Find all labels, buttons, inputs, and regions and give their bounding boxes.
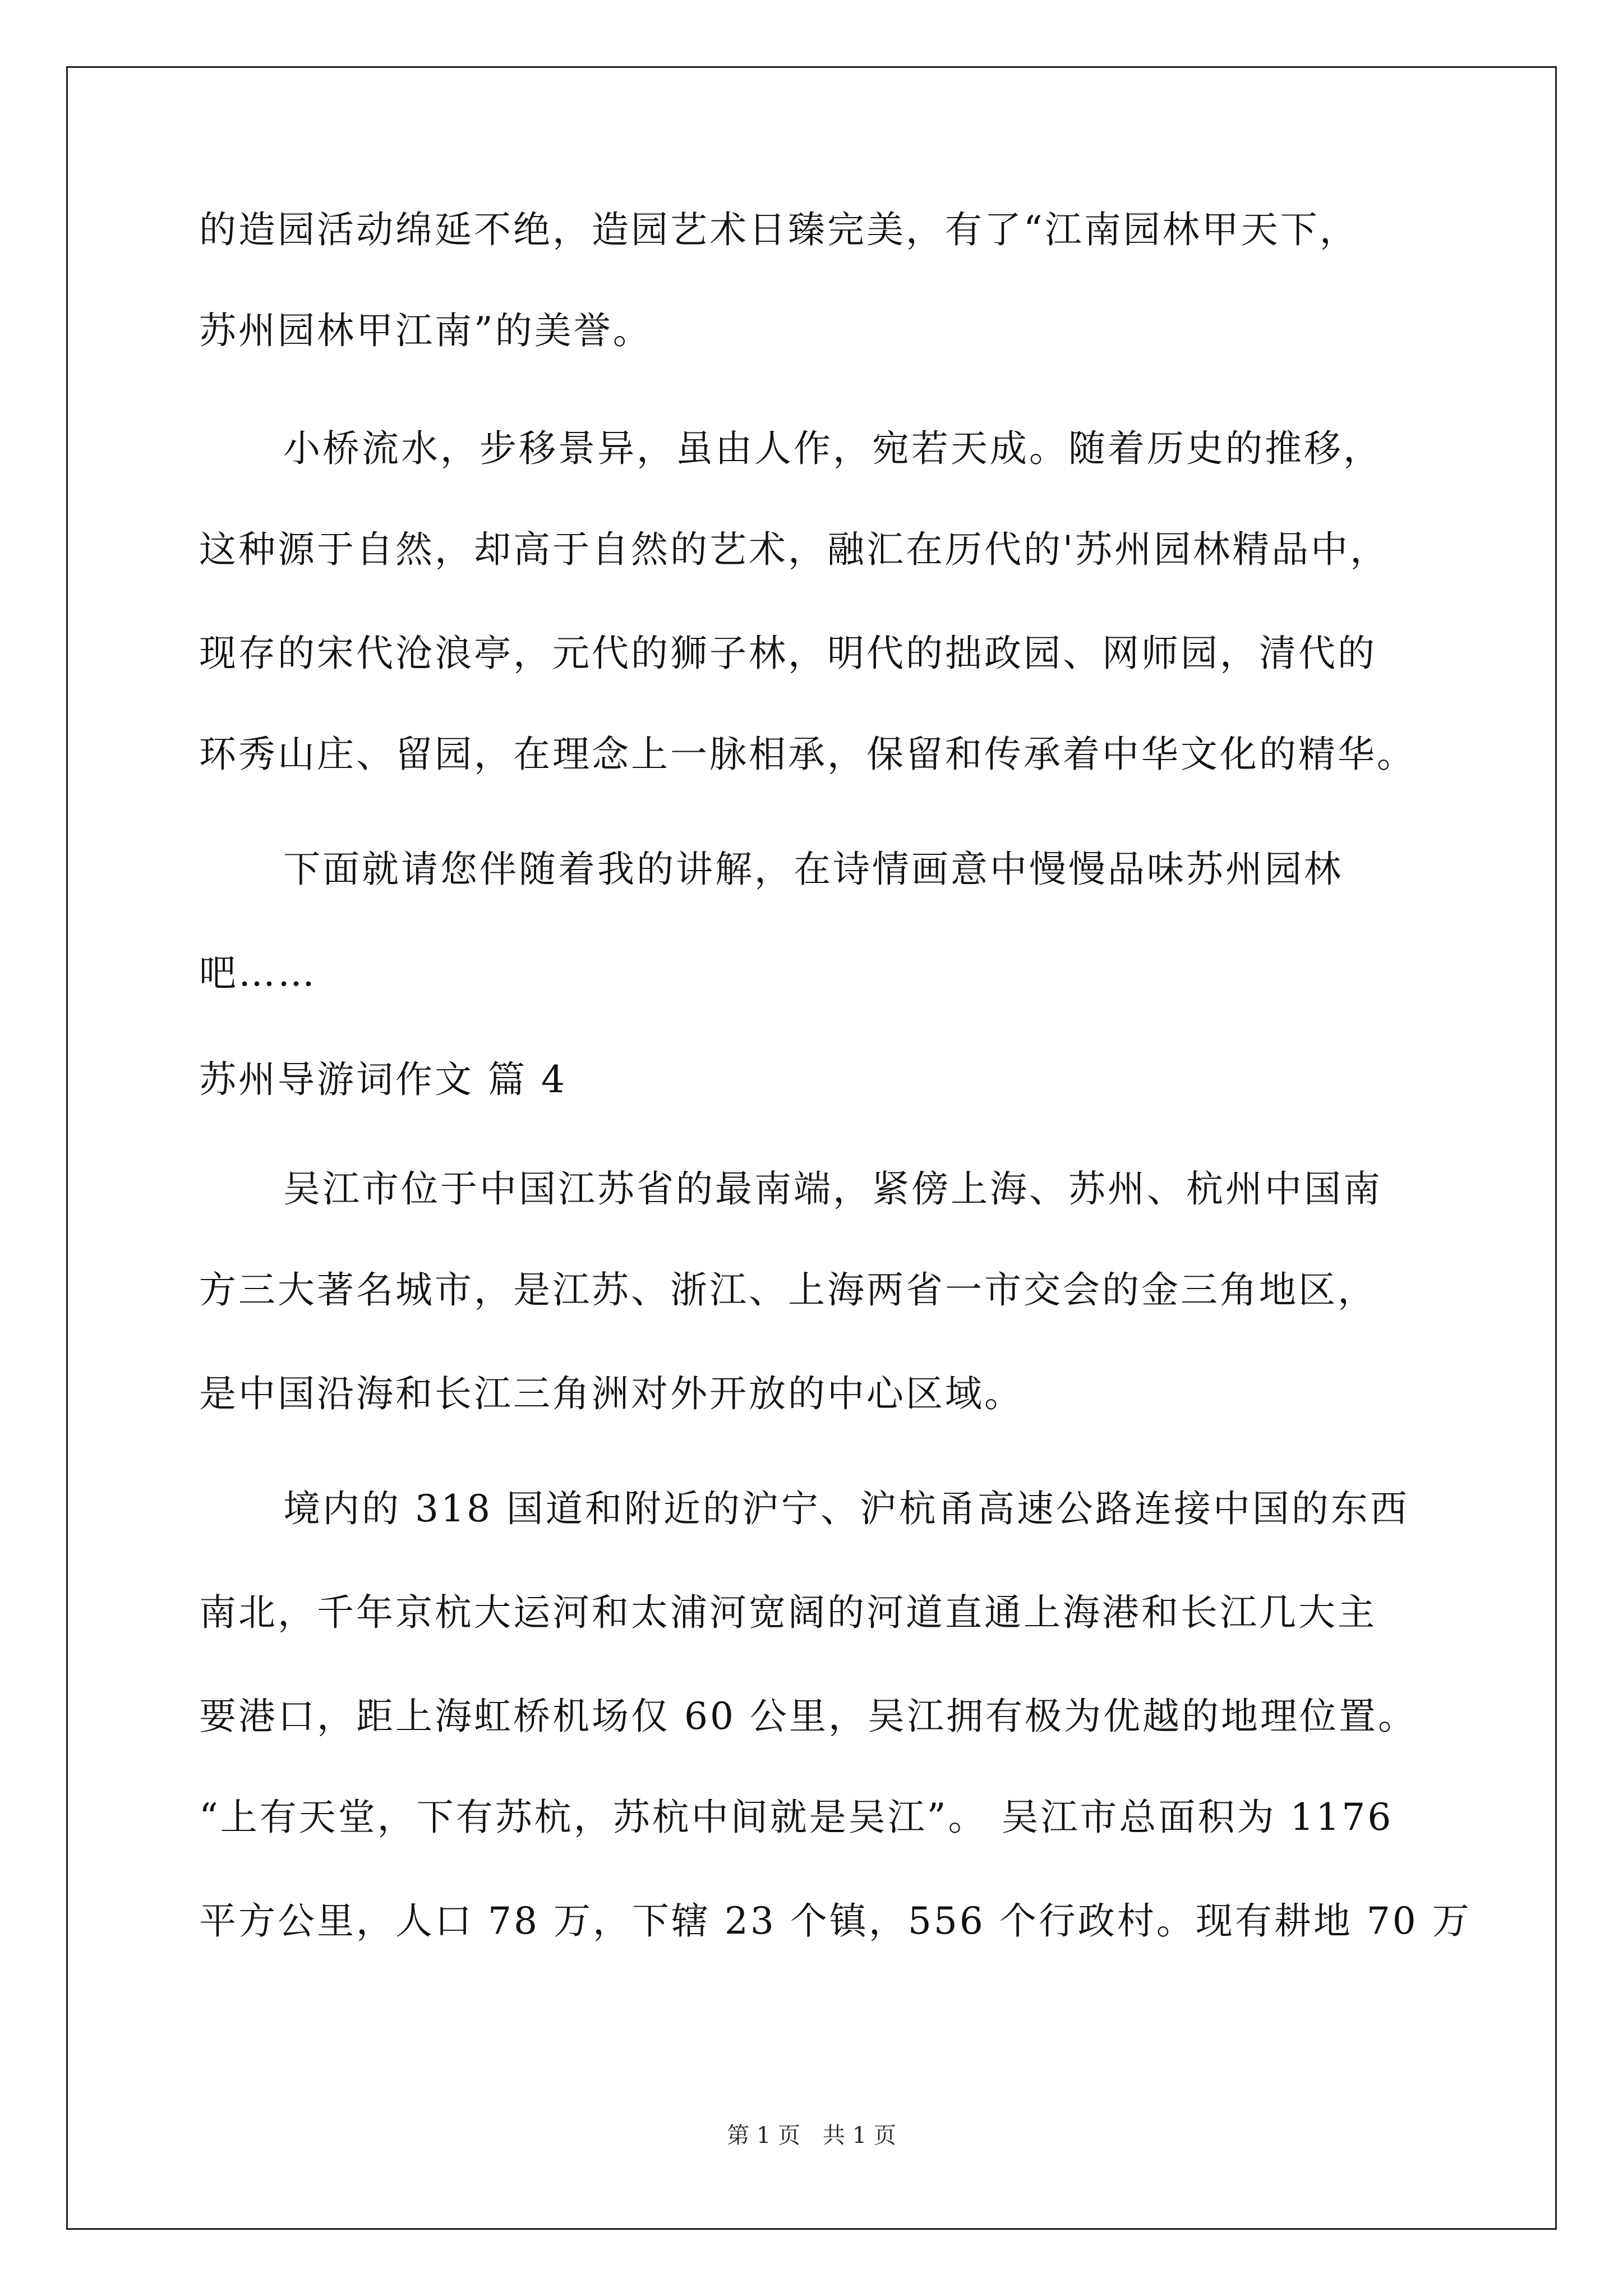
paragraph-start-line: 下面就请您伴随着我的讲解，在诗情画意中慢慢品味苏州园林 [283,848,1343,891]
paragraph-start-line: 境内的 318 国道和附近的沪宁、沪杭甬高速公路连接中国的东西 [283,1487,1409,1530]
text-line: 吧…… [199,951,317,995]
text-line: “上有天堂，下有苏杭，苏杭中间就是吴江”。 吴江市总面积为 1176 [199,1796,1394,1839]
text-line: 方三大著名城市，是江苏、浙江、上海两省一市交会的金三角地区， [199,1268,1377,1312]
page-footer: 第 1 页 共 1 页 [727,2123,896,2148]
paragraph-start-line: 吴江市位于中国江苏省的最南端，紧傍上海、苏州、杭州中国南 [283,1167,1382,1211]
text-line: 现存的宋代沧浪亭，元代的狮子林，明代的拙政园、网师园，清代的 [199,632,1377,675]
text-line: 南北，千年京杭大运河和太浦河宽阔的河道直通上海港和长江几大主 [199,1591,1377,1634]
paragraph-start-line: 小桥流水，步移景异，虽由人作，宛若天成。随着历史的推移， [283,427,1382,470]
text-line: 的造园活动绵延不绝，造园艺术日臻完美，有了“江南园林甲天下， [199,208,1359,251]
text-line: 要港口，距上海虹桥机场仅 60 公里，吴江拥有极为优越的地理位置。 [199,1695,1417,1738]
text-line: 环秀山庄、留园，在理念上一脉相承，保留和传承着中华文化的精华。 [199,733,1416,776]
section-heading: 苏州导游词作文 篇 4 [199,1058,567,1101]
text-line: 是中国沿海和长江三角洲对外开放的中心区域。 [199,1372,1023,1415]
text-line: 平方公里，人口 78 万，下辖 23 个镇，556 个行政村。现有耕地 70 万 [199,1899,1472,1943]
text-line: 这种源于自然，却高于自然的艺术，融汇在历代的'苏州园林精品中， [199,528,1390,571]
text-line: 苏州园林甲江南”的美誉。 [199,309,652,352]
